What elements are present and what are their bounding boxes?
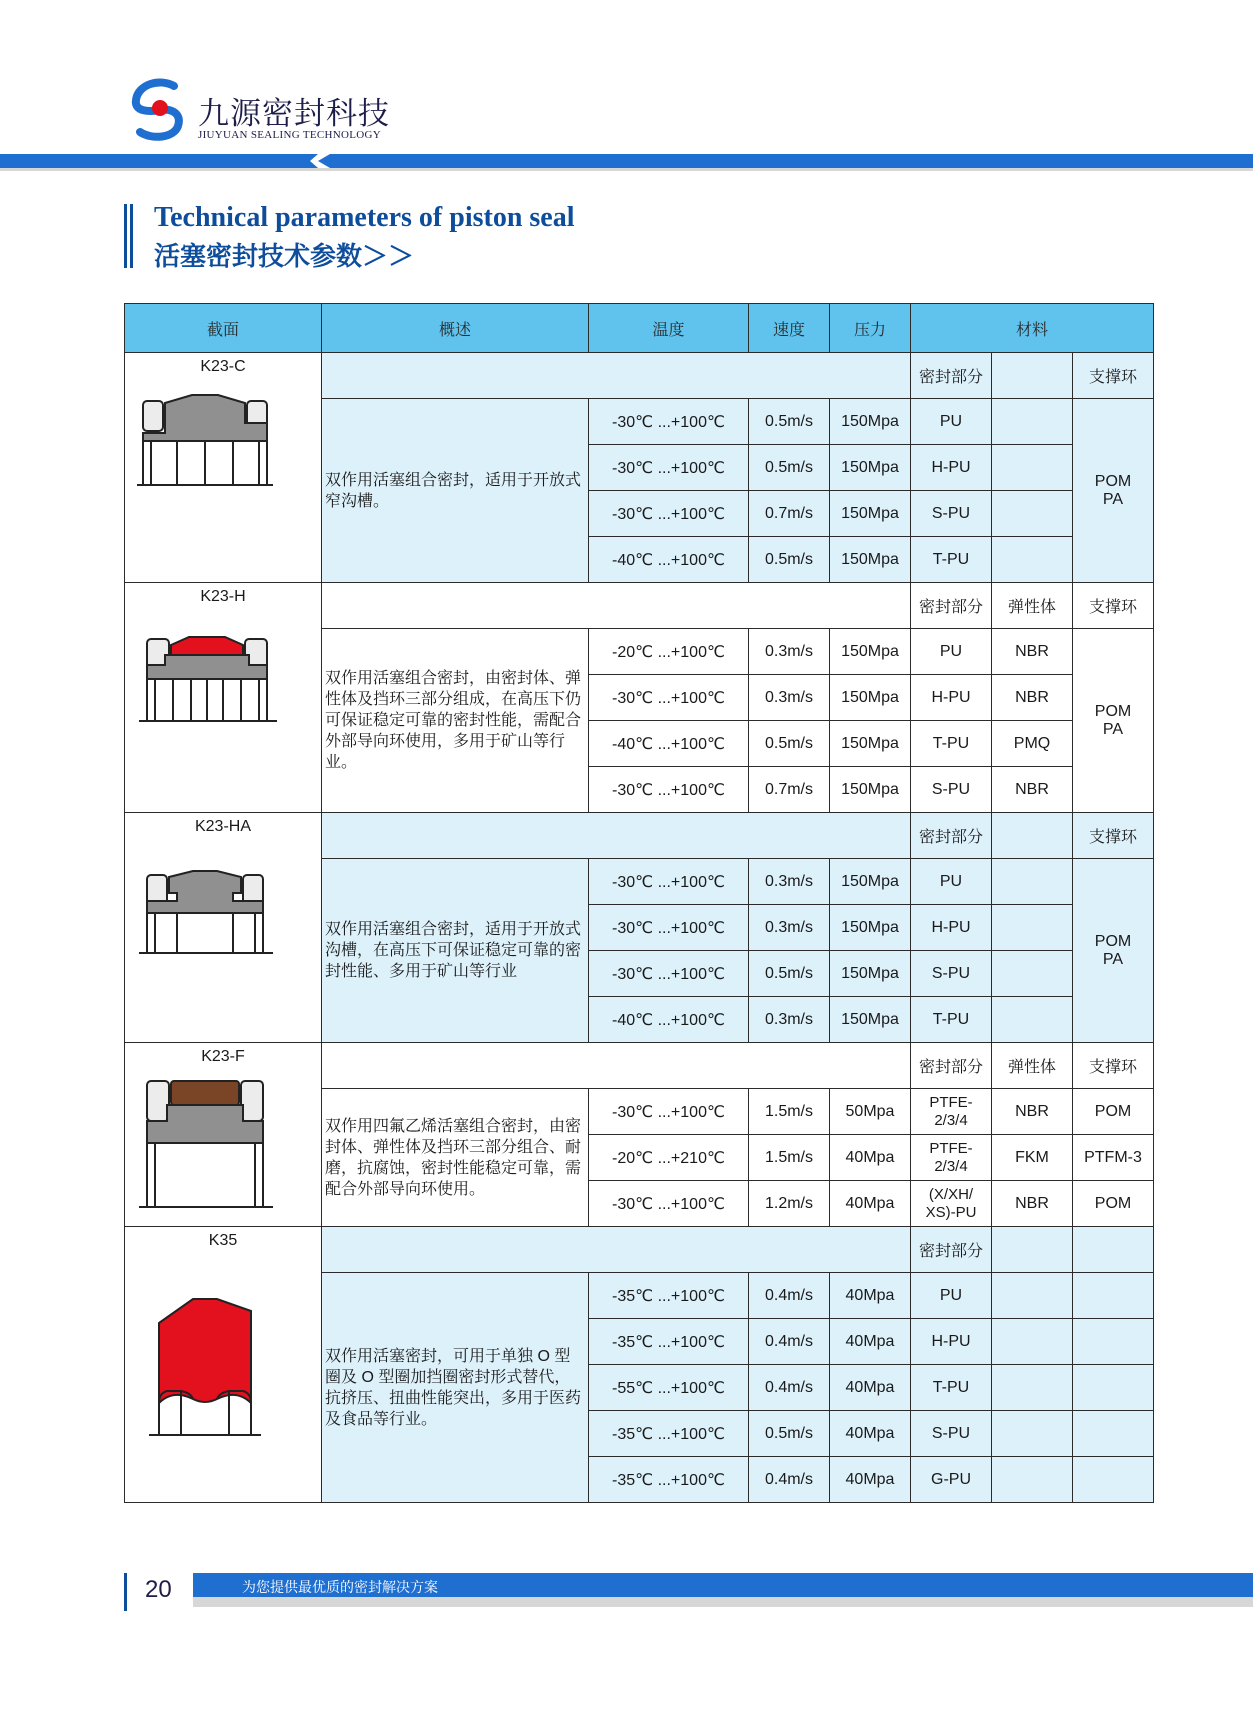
seal-material-cell: S-PU	[911, 491, 992, 537]
material-header-elastic	[992, 1227, 1073, 1273]
material-header-elastic: 弹性体	[992, 1043, 1073, 1089]
brand-name-en: JIUYUAN SEALING TECHNOLOGY	[198, 129, 381, 141]
section-description: 双作用活塞密封，可用于单独 O 型圈及 O 型圈加挡圈密封形式替代，抗挤压、扭曲性能突出，多用于医药及食品等行业。	[322, 1273, 589, 1503]
seal-material-cell: (X/XH/ XS)-PU	[911, 1181, 992, 1227]
parameters-table	[124, 303, 1154, 1503]
elastic-material-cell	[992, 1319, 1073, 1365]
temperature-cell: -35℃ ...+100℃	[589, 1457, 749, 1503]
pressure-cell: 40Mpa	[830, 1457, 911, 1503]
temperature-cell: -20℃ ...+100℃	[589, 629, 749, 675]
pressure-cell: 150Mpa	[830, 859, 911, 905]
material-header-seal: 密封部分	[911, 813, 992, 859]
elastic-material-cell	[992, 445, 1073, 491]
elastic-material-cell	[992, 997, 1073, 1043]
title-accent-bar	[124, 204, 127, 268]
temperature-cell: -40℃ ...+100℃	[589, 721, 749, 767]
header-description: 概述	[322, 304, 589, 353]
elastic-material-cell: PMQ	[992, 721, 1073, 767]
material-header-elastic	[992, 353, 1073, 399]
elastic-material-cell	[992, 537, 1073, 583]
support-material-cell: PTFM-3	[1073, 1135, 1154, 1181]
header-speed: 速度	[749, 304, 830, 353]
elastic-material-cell: NBR	[992, 1089, 1073, 1135]
elastic-material-cell	[992, 1365, 1073, 1411]
seal-material-cell: S-PU	[911, 951, 992, 997]
material-header-support: 支撑环	[1073, 1043, 1154, 1089]
temperature-cell: -30℃ ...+100℃	[589, 951, 749, 997]
seal-material-cell: G-PU	[911, 1457, 992, 1503]
footer-accent-bar	[124, 1573, 127, 1611]
material-header-seal: 密封部分	[911, 353, 992, 399]
header-material: 材料	[911, 304, 1154, 353]
material-header-elastic: 弹性体	[992, 583, 1073, 629]
footer-band-shadow	[193, 1597, 1253, 1607]
section-cell-k23-c	[125, 353, 322, 583]
speed-cell: 0.3m/s	[749, 905, 830, 951]
pressure-cell: 150Mpa	[830, 399, 911, 445]
seal-material-cell: S-PU	[911, 1411, 992, 1457]
brand-name-cn: 九源密封科技	[198, 96, 390, 132]
seal-material-cell: PTFE- 2/3/4	[911, 1135, 992, 1181]
seal-material-cell: H-PU	[911, 675, 992, 721]
material-header-support: 支撑环	[1073, 583, 1154, 629]
header-temperature: 温度	[589, 304, 749, 353]
seal-profile-k23-h	[137, 635, 277, 731]
seal-material-cell: H-PU	[911, 1319, 992, 1365]
section-description: 双作用活塞组合密封，适用于开放式沟槽，在高压下可保证稳定可靠的密封性能、多用于矿山等行业	[322, 859, 589, 1043]
elastic-material-cell: FKM	[992, 1135, 1073, 1181]
seal-material-cell: H-PU	[911, 905, 992, 951]
header-section: 截面	[125, 304, 322, 353]
speed-cell: 0.5m/s	[749, 721, 830, 767]
speed-cell: 0.3m/s	[749, 997, 830, 1043]
pressure-cell: 40Mpa	[830, 1411, 911, 1457]
support-material-cell: POM PA	[1073, 629, 1154, 813]
speed-cell: 0.5m/s	[749, 445, 830, 491]
speed-cell: 0.4m/s	[749, 1273, 830, 1319]
page-title-en: Technical parameters of piston seal	[154, 202, 575, 233]
temperature-cell: -55℃ ...+100℃	[589, 1365, 749, 1411]
speed-cell: 0.5m/s	[749, 1411, 830, 1457]
pressure-cell: 50Mpa	[830, 1089, 911, 1135]
seal-material-cell: PU	[911, 1273, 992, 1319]
pressure-cell: 40Mpa	[830, 1273, 911, 1319]
speed-cell: 1.5m/s	[749, 1089, 830, 1135]
pressure-cell: 150Mpa	[830, 445, 911, 491]
elastic-material-cell: NBR	[992, 1181, 1073, 1227]
seal-profile-k23-f	[137, 1077, 273, 1213]
temperature-cell: -30℃ ...+100℃	[589, 445, 749, 491]
material-header-seal: 密封部分	[911, 583, 992, 629]
speed-cell: 1.2m/s	[749, 1181, 830, 1227]
company-logo	[130, 78, 190, 142]
pressure-cell: 150Mpa	[830, 997, 911, 1043]
speed-cell: 0.7m/s	[749, 491, 830, 537]
elastic-material-cell	[992, 491, 1073, 537]
seal-material-cell: T-PU	[911, 997, 992, 1043]
section-cell-k23-ha	[125, 813, 322, 1043]
material-header-support: 支撑环	[1073, 353, 1154, 399]
support-material-cell: POM PA	[1073, 859, 1154, 1043]
support-material-cell: POM	[1073, 1181, 1154, 1227]
elastic-material-cell	[992, 859, 1073, 905]
seal-material-cell: T-PU	[911, 721, 992, 767]
elastic-material-cell: NBR	[992, 629, 1073, 675]
section-description: 双作用活塞组合密封，由密封体、弹性体及挡环三部分组成，在高压下仍可保证稳定可靠的密封性能，需配合外部导向环使用，多用于矿山等行业。	[322, 629, 589, 813]
seal-material-cell: PTFE- 2/3/4	[911, 1089, 992, 1135]
elastic-material-cell	[992, 905, 1073, 951]
elastic-material-cell	[992, 1457, 1073, 1503]
pressure-cell: 150Mpa	[830, 951, 911, 997]
temperature-cell: -30℃ ...+100℃	[589, 399, 749, 445]
speed-cell: 0.4m/s	[749, 1457, 830, 1503]
temperature-cell: -35℃ ...+100℃	[589, 1411, 749, 1457]
seal-profile-k23-c	[137, 393, 273, 493]
temperature-cell: -30℃ ...+100℃	[589, 767, 749, 813]
temperature-cell: -40℃ ...+100℃	[589, 997, 749, 1043]
speed-cell: 0.4m/s	[749, 1365, 830, 1411]
seal-profile-k23-ha	[137, 869, 273, 957]
pressure-cell: 150Mpa	[830, 629, 911, 675]
pressure-cell: 150Mpa	[830, 537, 911, 583]
header-pressure: 压力	[830, 304, 911, 353]
section-name: K35	[208, 1232, 238, 1249]
seal-material-cell: H-PU	[911, 445, 992, 491]
pressure-cell: 150Mpa	[830, 767, 911, 813]
speed-cell: 0.5m/s	[749, 537, 830, 583]
elastic-material-cell	[992, 399, 1073, 445]
pressure-cell: 150Mpa	[830, 905, 911, 951]
speed-cell: 1.5m/s	[749, 1135, 830, 1181]
material-header-elastic	[992, 813, 1073, 859]
header-bar	[0, 152, 1253, 172]
pressure-cell: 150Mpa	[830, 491, 911, 537]
seal-material-cell: PU	[911, 629, 992, 675]
pressure-cell: 40Mpa	[830, 1135, 911, 1181]
temperature-cell: -35℃ ...+100℃	[589, 1319, 749, 1365]
speed-cell: 0.3m/s	[749, 859, 830, 905]
footer-slogan: 为您提供最优质的密封解决方案	[242, 1579, 438, 1595]
temperature-cell: -30℃ ...+100℃	[589, 1089, 749, 1135]
elastic-material-cell: NBR	[992, 675, 1073, 721]
support-material-cell: POM PA	[1073, 399, 1154, 583]
seal-material-cell: T-PU	[911, 537, 992, 583]
section-name: K23-C	[200, 358, 246, 375]
page-number: 20	[145, 1576, 172, 1603]
elastic-material-cell	[992, 1273, 1073, 1319]
elastic-material-cell	[992, 951, 1073, 997]
pressure-cell: 150Mpa	[830, 675, 911, 721]
temperature-cell: -35℃ ...+100℃	[589, 1273, 749, 1319]
material-header-support: 支撑环	[1073, 813, 1154, 859]
section-cell-k23-f	[125, 1043, 322, 1227]
temperature-cell: -30℃ ...+100℃	[589, 675, 749, 721]
seal-material-cell: PU	[911, 859, 992, 905]
temperature-cell: -20℃ ...+210℃	[589, 1135, 749, 1181]
support-material-cell: POM	[1073, 1089, 1154, 1135]
section-description: 双作用活塞组合密封，适用于开放式窄沟槽。	[322, 399, 589, 583]
speed-cell: 0.5m/s	[749, 399, 830, 445]
seal-material-cell: PU	[911, 399, 992, 445]
section-cell-k35	[125, 1227, 322, 1503]
pressure-cell: 40Mpa	[830, 1181, 911, 1227]
title-accent-bar	[130, 204, 133, 268]
section-name: K23-HA	[194, 818, 252, 835]
section-name: K23-F	[201, 1048, 245, 1065]
section-name: K23-H	[200, 588, 246, 605]
temperature-cell: -30℃ ...+100℃	[589, 1181, 749, 1227]
speed-cell: 0.3m/s	[749, 675, 830, 721]
page-title-cn: 活塞密封技术参数＞＞	[154, 242, 415, 272]
material-header-support	[1073, 1227, 1154, 1273]
speed-cell: 0.7m/s	[749, 767, 830, 813]
pressure-cell: 40Mpa	[830, 1365, 911, 1411]
pressure-cell: 40Mpa	[830, 1319, 911, 1365]
temperature-cell: -30℃ ...+100℃	[589, 905, 749, 951]
temperature-cell: -30℃ ...+100℃	[589, 859, 749, 905]
section-cell-k23-h	[125, 583, 322, 813]
speed-cell: 0.4m/s	[749, 1319, 830, 1365]
elastic-material-cell: NBR	[992, 767, 1073, 813]
seal-material-cell: S-PU	[911, 767, 992, 813]
material-header-seal: 密封部分	[911, 1227, 992, 1273]
temperature-cell: -40℃ ...+100℃	[589, 537, 749, 583]
temperature-cell: -30℃ ...+100℃	[589, 491, 749, 537]
speed-cell: 0.5m/s	[749, 951, 830, 997]
section-description: 双作用四氟乙烯活塞组合密封，由密封体、弹性体及挡环三部分组合、耐磨，抗腐蚀，密封性能稳定可靠，需配合外部导向环使用。	[322, 1089, 589, 1227]
pressure-cell: 150Mpa	[830, 721, 911, 767]
seal-profile-k35	[137, 1293, 273, 1443]
speed-cell: 0.3m/s	[749, 629, 830, 675]
material-header-seal: 密封部分	[911, 1043, 992, 1089]
elastic-material-cell	[992, 1411, 1073, 1457]
seal-material-cell: T-PU	[911, 1365, 992, 1411]
